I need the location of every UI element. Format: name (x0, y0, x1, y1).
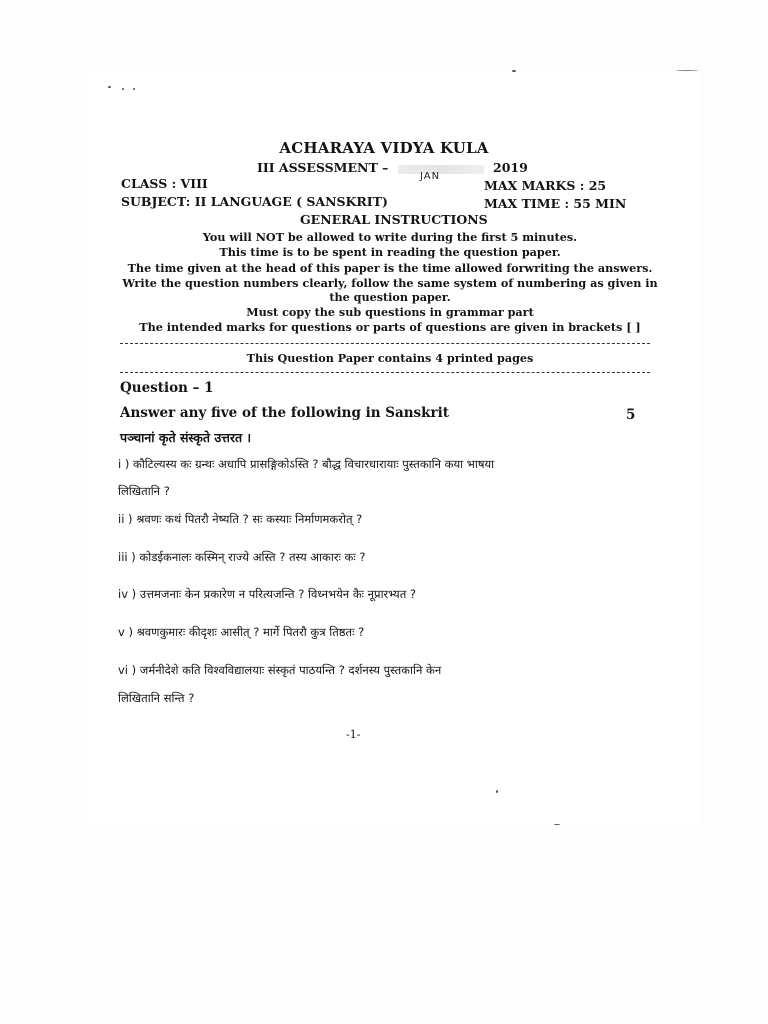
page-count-note: This Question Paper contains 4 printed pages (246, 351, 534, 365)
school-title: ACHARAYA VIDYA KULA (279, 139, 489, 157)
instruction-line: The intended marks for questions or parts of questions are given in brackets [ ] (139, 320, 641, 334)
scan-speck (133, 88, 135, 90)
subject-label: SUBJECT: II LANGUAGE ( SANSKRIT) (121, 194, 388, 209)
scan-speck (676, 70, 698, 71)
page-number: -1- (346, 728, 361, 741)
sub-question-line: vi ) जर्मनीदेशे कति विश्वविद्यालयाः संस्कृतं पाठयन्ति ? दर्शनस्य पुस्तकानि केन (118, 663, 442, 677)
sub-question-line: i ) कौटिल्यस्य कः ग्रन्थः अधापि प्रासङ्गिकोऽस्ति ? बौद्ध विचारधारायाः पुस्तकानि कया भाषया (118, 457, 495, 471)
scan-speck (122, 88, 124, 90)
scan-speck (108, 86, 111, 88)
class-label: CLASS : VIII (121, 176, 208, 191)
sub-question-line: iv ) उत्तमजनाः केन प्रकारेण न परित्यजन्ति ? विध्नभयेन कैः नूप्रारभ्यत ? (118, 587, 417, 601)
max-marks: MAX MARKS : 25 (484, 178, 607, 193)
instruction-line: the question paper. (329, 290, 451, 304)
sub-question-line: iii ) कोडईकनालः कस्मिन् राज्ये अस्ति ? तस्य आकारः कः ? (118, 550, 366, 564)
sub-question-line: v ) श्रवणकुमारः कीदृशः आसीत् ? मार्गे पितरौ कुत्र तिष्ठतः ? (118, 625, 365, 639)
instruction-line: Must copy the sub questions in grammar part (246, 305, 534, 319)
instruction-line: The time given at the head of this paper is the time allowed forwriting the answers. (127, 261, 653, 275)
scan-speck (554, 824, 560, 825)
instruction-line: Write the question numbers clearly, follow the same system of numbering as given in (122, 276, 658, 290)
redacted-date (398, 165, 484, 174)
assessment-year: 2019 (493, 160, 528, 175)
handwritten-month: JAN (420, 171, 441, 182)
question-prompt: Answer any five of the following in Sanskrit (120, 405, 449, 421)
sub-question-line: लिखितानि सन्ति ? (118, 691, 195, 705)
dashed-divider (120, 372, 650, 373)
general-instructions-title: GENERAL INSTRUCTIONS (300, 212, 488, 227)
sub-question-line: ii ) श्रवणः कथं पितरौ नेष्यति ? सः कस्याः निर्माणमकरोत् ? (118, 512, 363, 526)
max-time: MAX TIME : 55 MIN (484, 196, 627, 211)
sub-question-line: लिखितानि ? (118, 484, 170, 498)
question-number: Question – 1 (120, 380, 214, 396)
scan-speck (496, 790, 498, 793)
instruction-line: This time is to be spent in reading the question paper. (219, 245, 561, 259)
assessment-label: III ASSESSMENT – (257, 160, 389, 175)
instruction-line: You will NOT be allowed to write during the first 5 minutes. (202, 230, 578, 244)
scan-speck (512, 70, 516, 72)
dashed-divider (120, 343, 650, 344)
question-marks: 5 (626, 407, 636, 423)
question-prompt-sanskrit: पञ्चानां कृते संस्कृते उत्तरत । (120, 430, 252, 445)
